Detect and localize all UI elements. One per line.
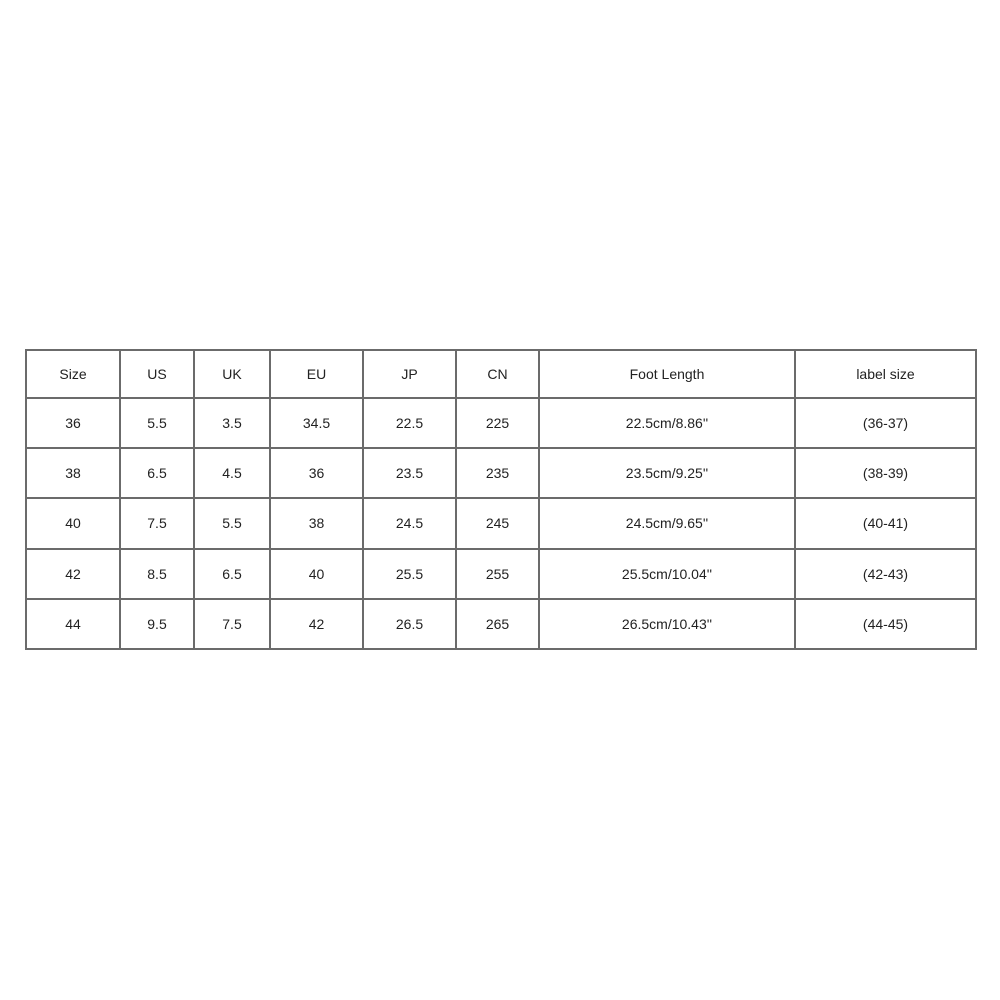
cell-size: 42	[26, 549, 120, 599]
cell-us: 9.5	[120, 599, 194, 649]
cell-uk: 3.5	[194, 398, 270, 448]
cell-us: 7.5	[120, 498, 194, 548]
cell-cn: 245	[456, 498, 539, 548]
cell-size: 40	[26, 498, 120, 548]
cell-size: 44	[26, 599, 120, 649]
header-label-size: label size	[795, 350, 976, 398]
table-row	[26, 448, 976, 498]
cell-eu: 40	[270, 549, 363, 599]
cell-us: 5.5	[120, 398, 194, 448]
cell-uk: 6.5	[194, 549, 270, 599]
table-row	[26, 498, 976, 548]
table-row	[26, 599, 976, 649]
header-size: Size	[26, 350, 120, 398]
cell-cn: 255	[456, 549, 539, 599]
header-uk: UK	[194, 350, 270, 398]
cell-foot-length: 26.5cm/10.43''	[539, 599, 795, 649]
cell-uk: 5.5	[194, 498, 270, 548]
cell-uk: 7.5	[194, 599, 270, 649]
cell-us: 8.5	[120, 549, 194, 599]
cell-eu: 38	[270, 498, 363, 548]
cell-eu: 42	[270, 599, 363, 649]
cell-label-size: (44-45)	[795, 599, 976, 649]
cell-us: 6.5	[120, 448, 194, 498]
cell-label-size: (36-37)	[795, 398, 976, 448]
cell-uk: 4.5	[194, 448, 270, 498]
cell-jp: 22.5	[363, 398, 456, 448]
cell-foot-length: 23.5cm/9.25''	[539, 448, 795, 498]
table-row	[26, 398, 976, 448]
cell-eu: 34.5	[270, 398, 363, 448]
cell-jp: 24.5	[363, 498, 456, 548]
cell-foot-length: 22.5cm/8.86''	[539, 398, 795, 448]
cell-jp: 23.5	[363, 448, 456, 498]
header-eu: EU	[270, 350, 363, 398]
cell-label-size: (40-41)	[795, 498, 976, 548]
size-chart-table	[25, 349, 977, 650]
header-us: US	[120, 350, 194, 398]
header-cn: CN	[456, 350, 539, 398]
cell-jp: 25.5	[363, 549, 456, 599]
cell-cn: 225	[456, 398, 539, 448]
cell-size: 36	[26, 398, 120, 448]
cell-label-size: (42-43)	[795, 549, 976, 599]
table-row	[26, 549, 976, 599]
table-header-row	[26, 350, 976, 398]
cell-label-size: (38-39)	[795, 448, 976, 498]
cell-size: 38	[26, 448, 120, 498]
cell-eu: 36	[270, 448, 363, 498]
cell-cn: 235	[456, 448, 539, 498]
cell-foot-length: 24.5cm/9.65''	[539, 498, 795, 548]
cell-jp: 26.5	[363, 599, 456, 649]
header-foot-length: Foot Length	[539, 350, 795, 398]
header-jp: JP	[363, 350, 456, 398]
cell-foot-length: 25.5cm/10.04''	[539, 549, 795, 599]
cell-cn: 265	[456, 599, 539, 649]
